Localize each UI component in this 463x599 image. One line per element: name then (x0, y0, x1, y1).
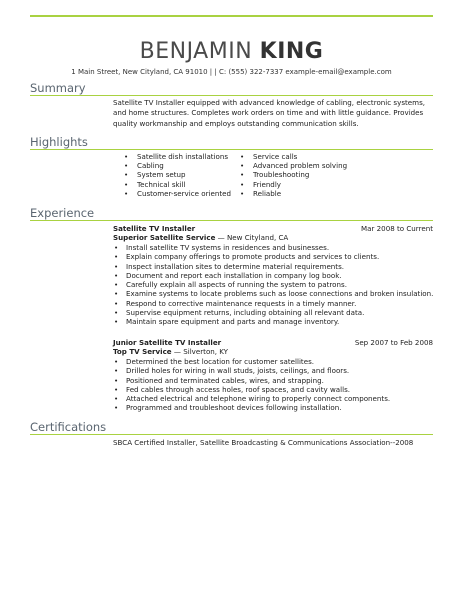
job-bullets (113, 243, 433, 327)
list-item: • Reliable (240, 189, 347, 198)
list-item: • Technical skill (124, 180, 231, 189)
company-location: New Cityland, CA (227, 233, 289, 242)
list-item: • Supervise equipment returns, including obtaining all relevant data. (113, 308, 433, 317)
certification-text: SBCA Certified Installer, Satellite Broadcasting & Communications Association--2008 (113, 438, 414, 447)
job-title: Junior Satellite TV Installer (113, 338, 222, 347)
section-title-summary: Summary (30, 81, 86, 95)
job-dates: Mar 2008 to Current (361, 224, 433, 233)
list-item: • Determined the best location for customer satellites. (113, 357, 433, 366)
section-title-highlights: Highlights (30, 135, 88, 149)
list-item: • Friendly (240, 180, 347, 189)
section-divider (30, 149, 433, 150)
section-divider (30, 220, 433, 221)
last-name: KING (259, 39, 324, 64)
list-item: • Respond to corrective maintenance requests in a timely manner. (113, 299, 433, 308)
highlights-left-list (124, 152, 231, 198)
section-title-experience: Experience (30, 206, 95, 220)
list-item: • Satellite dish installations (124, 152, 231, 161)
contact-line: 1 Main Street, New Cityland, CA 91010 | | C: (555) 322-7337 example-email@example.com (71, 68, 392, 76)
job-dates: Sep 2007 to Feb 2008 (354, 338, 433, 347)
list-item: • Drilled holes for wiring in wall studs, joists, ceilings, and floors. (113, 366, 433, 375)
list-item: • Programmed and troubleshoot devices following installation. (113, 403, 433, 412)
candidate-name (0, 40, 463, 64)
list-item: • Customer-service oriented (124, 189, 231, 198)
list-item: • Advanced problem solving (240, 161, 347, 170)
company-name: Superior Satellite Service (113, 233, 216, 242)
list-item: • Inspect installation sites to determine material requirements. (113, 262, 433, 271)
company-name: Top TV Service (113, 347, 172, 356)
company-location: Silverton, KY (183, 347, 229, 356)
list-item: • Service calls (240, 152, 347, 161)
top-accent-bar (30, 15, 433, 17)
job-bullets (113, 357, 433, 413)
list-item: • Examine systems to locate problems such as loose connections and broken insulation. (113, 289, 433, 298)
section-divider (30, 434, 433, 435)
list-item: • Fed cables through access holes, roof spaces, and cavity walls. (113, 385, 433, 394)
summary-text: Satellite TV Installer equipped with advanced knowledge of cabling, electronic systems, and home structures. Completes work orders on time and with little guidance. Provides quality workmanship and employs outstanding communication skills. (113, 98, 426, 128)
list-item: • Install satellite TV systems in residences and businesses. (113, 243, 433, 252)
job-title: Satellite TV Installer (113, 224, 196, 233)
section-title-certifications: Certifications (30, 420, 107, 434)
list-item: • Document and report each installation in company log book. (113, 271, 433, 280)
list-item: • System setup (124, 170, 231, 179)
section-divider (30, 95, 433, 96)
list-item: • Carefully explain all aspects of running the system to patrons. (113, 280, 433, 289)
list-item: • Positioned and terminated cables, wires, and strapping. (113, 376, 433, 385)
list-item: • Troubleshooting (240, 170, 347, 179)
company-line (113, 233, 288, 242)
company-line (113, 347, 228, 356)
list-item: • Cabling (124, 161, 231, 170)
list-item: • Maintain spare equipment and parts and manage inventory. (113, 317, 433, 326)
separator: — (173, 347, 181, 356)
list-item: • Attached electrical and telephone wiring to properly connect components. (113, 394, 433, 403)
separator: — (217, 233, 225, 242)
first-name: BENJAMIN (139, 39, 253, 64)
list-item: • Explain company offerings to promote products and services to clients. (113, 252, 433, 261)
highlights-right-list (240, 152, 347, 198)
